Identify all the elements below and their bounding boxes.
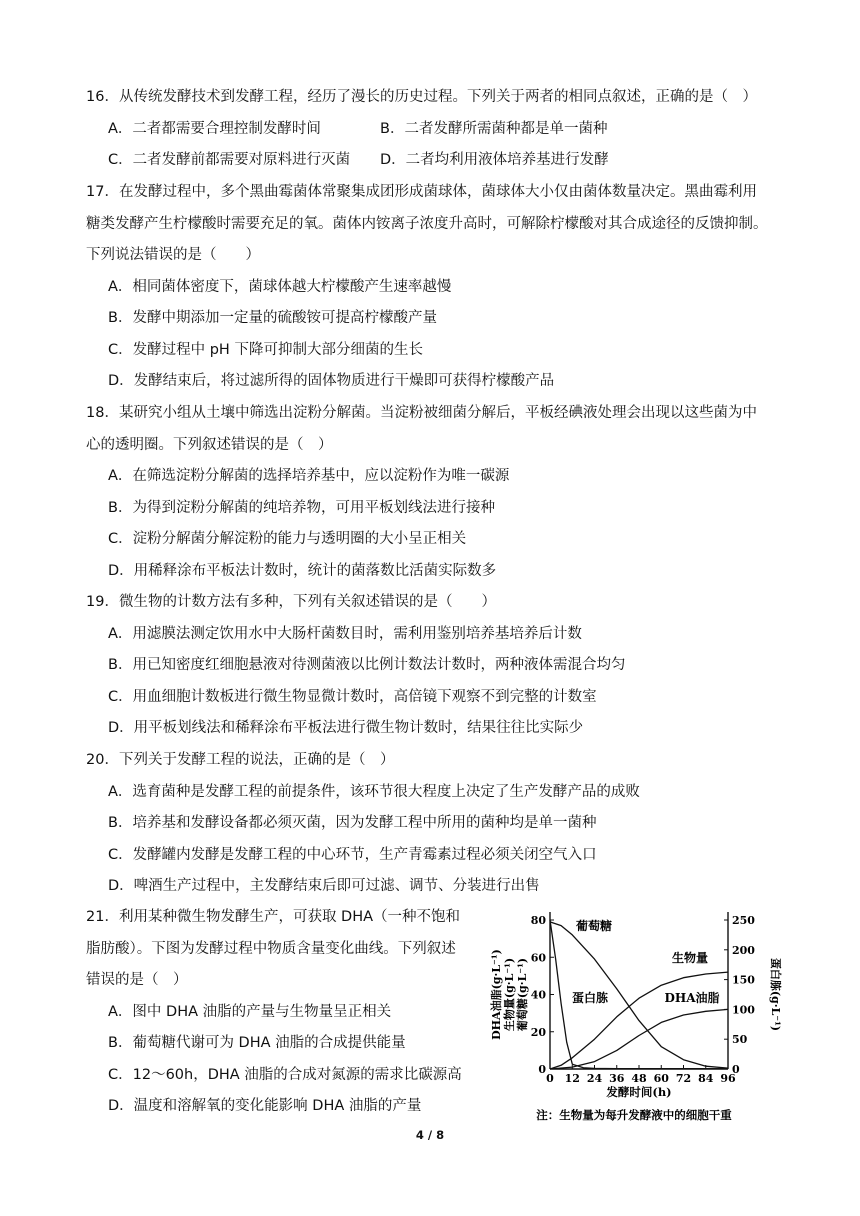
y-axis-title-left: 葡萄糖(g·L⁻¹): [516, 957, 529, 1032]
y-axis-title-right: 蛋白胨(g·L⁻¹): [769, 957, 782, 1032]
option-d: D．温度和溶解氧的变化能影响 DHA 油脂的产量: [108, 1098, 422, 1114]
option-b: B．为得到淀粉分解菌的纯培养物，可用平板划线法进行接种: [108, 499, 495, 516]
option-b: B．二者发酵所需菌种都是单一菌种: [380, 120, 608, 137]
question-stem-line: 下列说法错误的是（ ）: [86, 247, 260, 263]
x-tick-label: 72: [675, 1072, 692, 1085]
question-18: [86, 398, 786, 587]
y-left-tick-label: 60: [530, 951, 546, 965]
x-tick-label: 48: [631, 1072, 647, 1085]
question-21: [86, 902, 486, 1123]
page-number: 4 / 8: [415, 1128, 445, 1142]
x-tick-label: 12: [564, 1072, 580, 1085]
question-19: [86, 587, 786, 745]
option-c: C．用血细胞计数板进行微生物显微计数时，高倍镜下观察不到完整的计数室: [108, 688, 597, 705]
x-axis-title: 发酵时间(h): [606, 1085, 672, 1099]
question-stem-line: 糖类发酵产生柠檬酸时需要充足的氧。菌体内铵离子浓度升高时，可解除柠檬酸对其合成途径的反馈抑制。: [86, 215, 768, 232]
option-a: A．用滤膜法测定饮用水中大肠杆菌数目时，需利用鉴别培养基培养后计数: [108, 625, 582, 642]
question-stem-line: 脂肪酸）。下图为发酵过程中物质含量变化曲线。下列叙述: [86, 940, 456, 957]
y-right-tick-label: 50: [732, 1033, 748, 1047]
y-left-tick-label: 20: [530, 1025, 546, 1039]
y-left-tick-label: 0: [538, 1063, 546, 1076]
x-tick-label: 24: [586, 1072, 603, 1085]
option-a: A．在筛选淀粉分解菌的选择培养基中，应以淀粉作为唯一碳源: [108, 468, 510, 484]
x-tick-label: 60: [653, 1072, 669, 1085]
question-stem: 16．从传统发酵技术到发酵工程，经历了漫长的历史过程。下列关于两者的相同点叙述，正确的是（ ）: [86, 89, 757, 105]
option-c: C．发酵罐内发酵是发酵工程的中心环节，生产青霉素过程必须关闭空气入口: [108, 846, 597, 863]
option-d: D．用稀释涂布平板法计数时，统计的菌落数比活菌实际数多: [108, 562, 497, 579]
option-d: D．二者均利用液体培养基进行发酵: [380, 152, 609, 168]
y-left-tick-label: 80: [530, 914, 546, 927]
question-20: [86, 745, 786, 903]
series-label: 生物量: [671, 951, 709, 965]
question-stem: 19．微生物的计数方法有多种，下列有关叙述错误的是（ ）: [86, 594, 496, 610]
options-row: [86, 145, 786, 177]
x-tick-label: 0: [546, 1072, 554, 1085]
fermentation-chart: [484, 906, 784, 1128]
options-row: [86, 114, 786, 146]
x-tick-label: 84: [698, 1072, 714, 1085]
question-16: [86, 82, 786, 177]
option-b: B．发酵中期添加一定量的硫酸铵可提高柠檬酸产量: [108, 310, 437, 326]
question-stem-line: 18．某研究小组从土壤中筛选出淀粉分解菌。当淀粉被细菌分解后，平板经碘液处理会出现以这些菌为中: [86, 405, 757, 421]
option-d: D．发酵结束后，将过滤所得的固体物质进行干燥即可获得柠檬酸产品: [108, 373, 555, 389]
option-a: A．二者都需要合理控制发酵时间: [108, 120, 321, 137]
x-tick-label: 36: [609, 1072, 625, 1085]
y-right-tick-label: 150: [732, 973, 755, 987]
y-right-tick-label: 250: [732, 914, 755, 927]
chart-svg: [484, 906, 784, 1128]
option-b: B．葡萄糖代谢可为 DHA 油脂的合成提供能量: [108, 1035, 406, 1051]
series-label: 蛋白胨: [571, 991, 609, 1005]
option-d: D．啤酒生产过程中，主发酵结束后即可过滤、调节、分装进行出售: [108, 878, 540, 894]
option-c: C．二者发酵前都需要对原料进行灭菌: [108, 152, 351, 168]
chart-note: 注：生物量为每升发酵液中的细胞干重: [536, 1108, 732, 1122]
option-d: D．用平板划线法和稀释涂布平板法进行微生物计数时，结果往往比实际少: [108, 720, 584, 736]
question-stem: 20．下列关于发酵工程的说法，正确的是（ ）: [86, 752, 395, 768]
question-17: [86, 177, 786, 398]
series-line: [550, 1009, 728, 1069]
y-axis-title-left: 生物量(g·L⁻¹): [503, 957, 516, 1032]
option-c: C．淀粉分解菌分解淀粉的能力与透明圈的大小呈正相关: [108, 531, 467, 547]
option-b: B．培养基和发酵设备都必须灭菌，因为发酵工程中所用的菌种均是单一菌种: [108, 815, 597, 831]
x-tick-label: 96: [720, 1072, 736, 1085]
option-a: A．图中 DHA 油脂的产量与生物量呈正相关: [108, 1003, 392, 1020]
option-a: A．相同菌体密度下，菌球体越大柠檬酸产生速率越慢: [108, 278, 452, 295]
question-stem-line: 错误的是（ ）: [86, 972, 188, 988]
y-right-tick-label: 0: [732, 1063, 740, 1076]
y-right-tick-label: 200: [732, 943, 755, 957]
option-a: A．选育菌种是发酵工程的前提条件，该环节很大程度上决定了生产发酵产品的成败: [108, 783, 640, 800]
y-right-tick-label: 100: [732, 1003, 755, 1017]
option-c: C．发酵过程中 pH 下降可抑制大部分细菌的生长: [108, 341, 423, 358]
question-stem-line: 17．在发酵过程中，多个黑曲霉菌体常聚集成团形成菌球体，菌球体大小仅由菌体数量决定。黑曲霉利用: [86, 184, 757, 200]
series-label: 葡萄糖: [575, 919, 613, 933]
series-label: DHA油脂: [664, 991, 720, 1005]
y-left-tick-label: 40: [530, 988, 546, 1002]
y-axis-title-left: DHA油脂(g·L⁻¹): [490, 949, 503, 1040]
question-stem-line: 心的透明圈。下列叙述错误的是（ ）: [86, 436, 333, 453]
question-stem-line: 21．利用某种微生物发酵生产，可获取 DHA（一种不饱和: [86, 909, 461, 925]
option-c: C．12～60h，DHA 油脂的合成对氮源的需求比碳源高: [108, 1066, 462, 1083]
option-b: B．用已知密度红细胞悬液对待测菌液以比例计数法计数时，两种液体需混合均匀: [108, 657, 626, 673]
